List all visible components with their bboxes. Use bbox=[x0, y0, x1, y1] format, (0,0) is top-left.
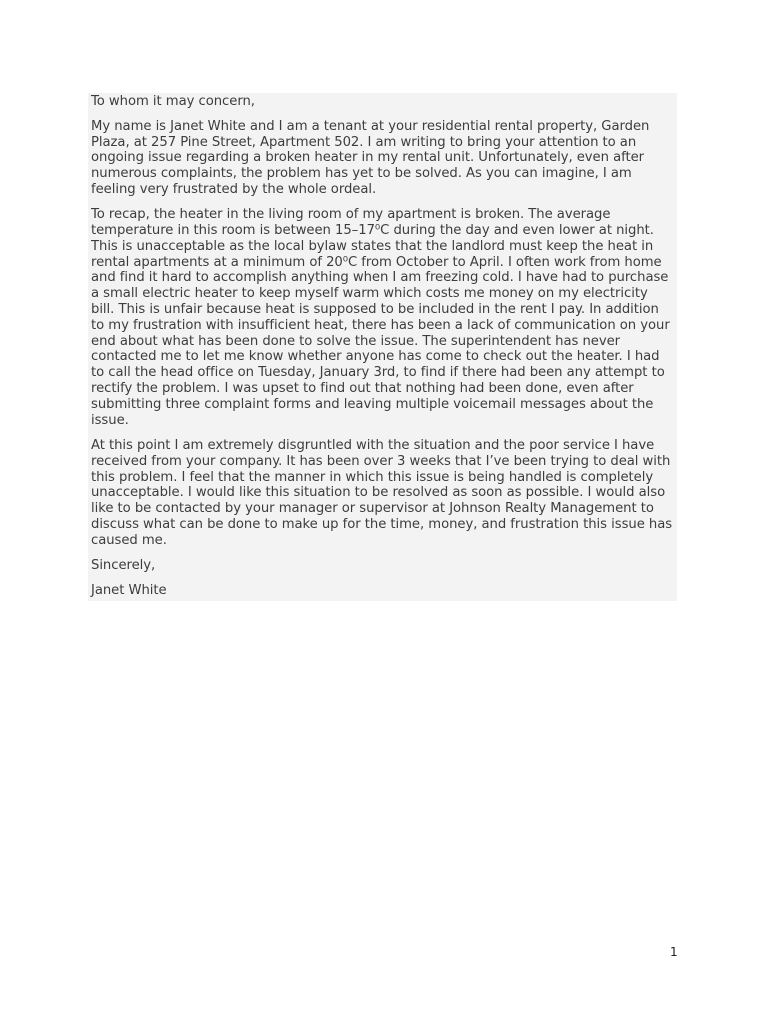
letter-paragraph-intro: My name is Janet White and I am a tenant at your residential rental property, Garden Plaza, at 257 Pine Street, Apartment 502. I am writing to bring your attention to an ongoing issue regarding a broken heater in my rental unit. Unfortunately, even after numerous complaints, the problem has yet to be solved. As you can imagine, I am feeling very frustrated by the whole ordeal. bbox=[91, 118, 650, 197]
letter-signature: Janet White bbox=[91, 583, 167, 599]
letter-body bbox=[88, 93, 677, 601]
letter-salutation: To whom it may concern, bbox=[91, 93, 255, 109]
letter-paragraph-recap: To recap, the heater in the living room of my apartment is broken. The average temperature in this room is between 15–17⁰C during the day and even lower at night. This is unacceptable as the local bylaw states that the landlord must keep the heat in rental apartments at a minimum of 20⁰C from October to April. I often work from home and find it hard to accomplish anything when I am freezing cold. I have had to purchase a small electric heater to keep myself warm which costs me money on my electricity bill. This is unfair because heat is supposed to be included in the rent I pay. In addition to my frustration with insufficient heat, there has been a lack of communication on your end about what has been done to solve the issue. The superintendent has never contacted me to let me know whether anyone has come to check out the heater. I had to call the head office on Tuesday, January 3rd, to find if there had been any attempt to rectify the problem. I was upset to find out that nothing had been done, even after submitting three complaint forms and leaving multiple voicemail messages about the issue. bbox=[91, 207, 670, 428]
letter-paragraph-request: At this point I am extremely disgruntled with the situation and the poor service I have received from your company. It has been over 3 weeks that I’ve been trying to deal with this problem. I feel that the manner in which this issue is being handled is completely unacceptable. I would like this situation to be resolved as soon as possible. I would also like to be contacted by your manager or supervisor at Johnson Realty Management to discuss what can be done to make up for the time, money, and frustration this issue has caused me. bbox=[91, 437, 673, 548]
page-number: 1 bbox=[670, 945, 678, 959]
letter-closing: Sincerely, bbox=[91, 558, 156, 574]
